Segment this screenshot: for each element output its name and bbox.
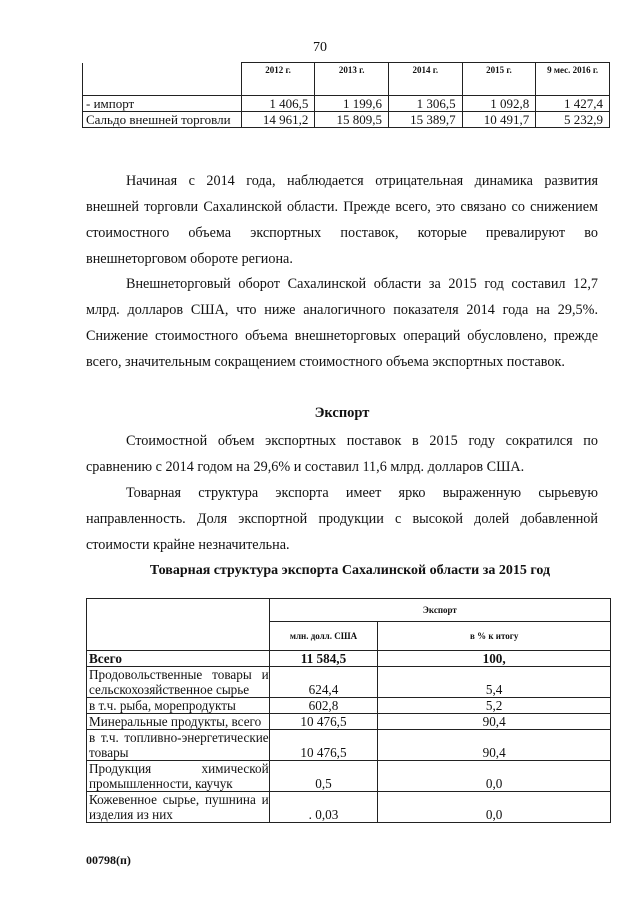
table-row <box>87 714 611 730</box>
cell-value: 15 389,7 <box>389 112 463 128</box>
cell-value: 5,2 <box>378 698 611 714</box>
trade-balance-table <box>82 62 610 128</box>
cell-value: 90,4 <box>378 714 611 730</box>
section-heading: Экспорт <box>314 405 370 421</box>
table-title: Товарная структура экспорта Сахалинской области за 2015 год <box>149 563 551 578</box>
table-row <box>83 112 610 128</box>
header-percent: в % к итогу <box>378 622 611 651</box>
row-label: в т.ч. топливно-энергетические товары <box>87 730 270 761</box>
cell-value: 5 232,9 <box>536 112 610 128</box>
document-code: 00798(п) <box>86 853 131 867</box>
export-structure-table <box>86 598 611 823</box>
row-label: - импорт <box>83 96 242 112</box>
cell-value: 10 491,7 <box>462 112 536 128</box>
cell-value: 1 427,4 <box>536 96 610 112</box>
cell-value: 1 199,6 <box>315 96 389 112</box>
header-empty-cell <box>87 599 270 651</box>
cell-value: 14 961,2 <box>241 112 315 128</box>
row-label: Сальдо внешней торговли <box>83 112 242 128</box>
cell-value: 0,5 <box>269 761 378 792</box>
row-label: Продовольственные товары и сельскохозяйственное сырье <box>87 667 270 698</box>
paragraph: Начиная с 2014 года, наблюдается отрицательная динамика развития внешней торговли Сахалинской области. Прежде всего, это связано со снижением стоимостного объема экспортных поставок, которые превалируют во внешнеторговом обороте региона. <box>86 173 598 267</box>
table-header-row <box>83 63 610 96</box>
cell-value: 10 476,5 <box>269 730 378 761</box>
cell-value: 0,0 <box>378 792 611 823</box>
cell-value: 90,4 <box>378 730 611 761</box>
header-export: Экспорт <box>269 599 610 622</box>
header-year: 2015 г. <box>462 63 536 96</box>
row-label: Кожевенное сырье, пушнина и изделия из них <box>87 792 270 823</box>
cell-value: 15 809,5 <box>315 112 389 128</box>
paragraph: Стоимостной объем экспортных поставок в 2015 году сократился по сравнению с 2014 годом на 29,6% и составил 11,6 млрд. долларов США. <box>86 433 598 475</box>
table-row <box>87 651 611 667</box>
header-empty-cell <box>83 63 242 96</box>
cell-value: 100, <box>378 651 611 667</box>
table-row <box>87 667 611 698</box>
header-year: 2012 г. <box>241 63 315 96</box>
cell-value: 1 406,5 <box>241 96 315 112</box>
cell-value: 624,4 <box>269 667 378 698</box>
header-year: 2014 г. <box>389 63 463 96</box>
paragraph: Внешнеторговый оборот Сахалинской области за 2015 год составил 12,7 млрд. долларов США, что ниже аналогичного показателя 2014 года на 29,5%. Снижение стоимостного объема внешнеторговых операций обусловлено, прежде всего, значительным сокращением стоимостного объема экспортных поставок. <box>86 276 598 370</box>
row-label: в т.ч. рыба, морепродукты <box>87 698 270 714</box>
cell-value: 602,8 <box>269 698 378 714</box>
table-row <box>87 730 611 761</box>
cell-value: 1 306,5 <box>389 96 463 112</box>
header-year: 9 мес. 2016 г. <box>536 63 610 96</box>
row-label: Продукция химической промышленности, каучук <box>87 761 270 792</box>
cell-value: 11 584,5 <box>269 651 378 667</box>
cell-value: 10 476,5 <box>269 714 378 730</box>
row-label: Минеральные продукты, всего <box>87 714 270 730</box>
table-row <box>87 761 611 792</box>
page-number: 70 <box>313 40 327 55</box>
cell-value: 1 092,8 <box>462 96 536 112</box>
table-row <box>87 792 611 823</box>
table-row <box>87 698 611 714</box>
row-label: Всего <box>87 651 270 667</box>
cell-value: . 0,03 <box>269 792 378 823</box>
cell-value: 0,0 <box>378 761 611 792</box>
header-year: 2013 г. <box>315 63 389 96</box>
cell-value: 5,4 <box>378 667 611 698</box>
table-row <box>83 96 610 112</box>
table-header-row <box>87 599 611 622</box>
header-mln-usd: млн. долл. США <box>269 622 378 651</box>
paragraph: Товарная структура экспорта имеет ярко выраженную сырьевую направленность. Доля экспортной продукции с высокой долей добавленной стоимости крайне незначительна. <box>86 485 598 553</box>
